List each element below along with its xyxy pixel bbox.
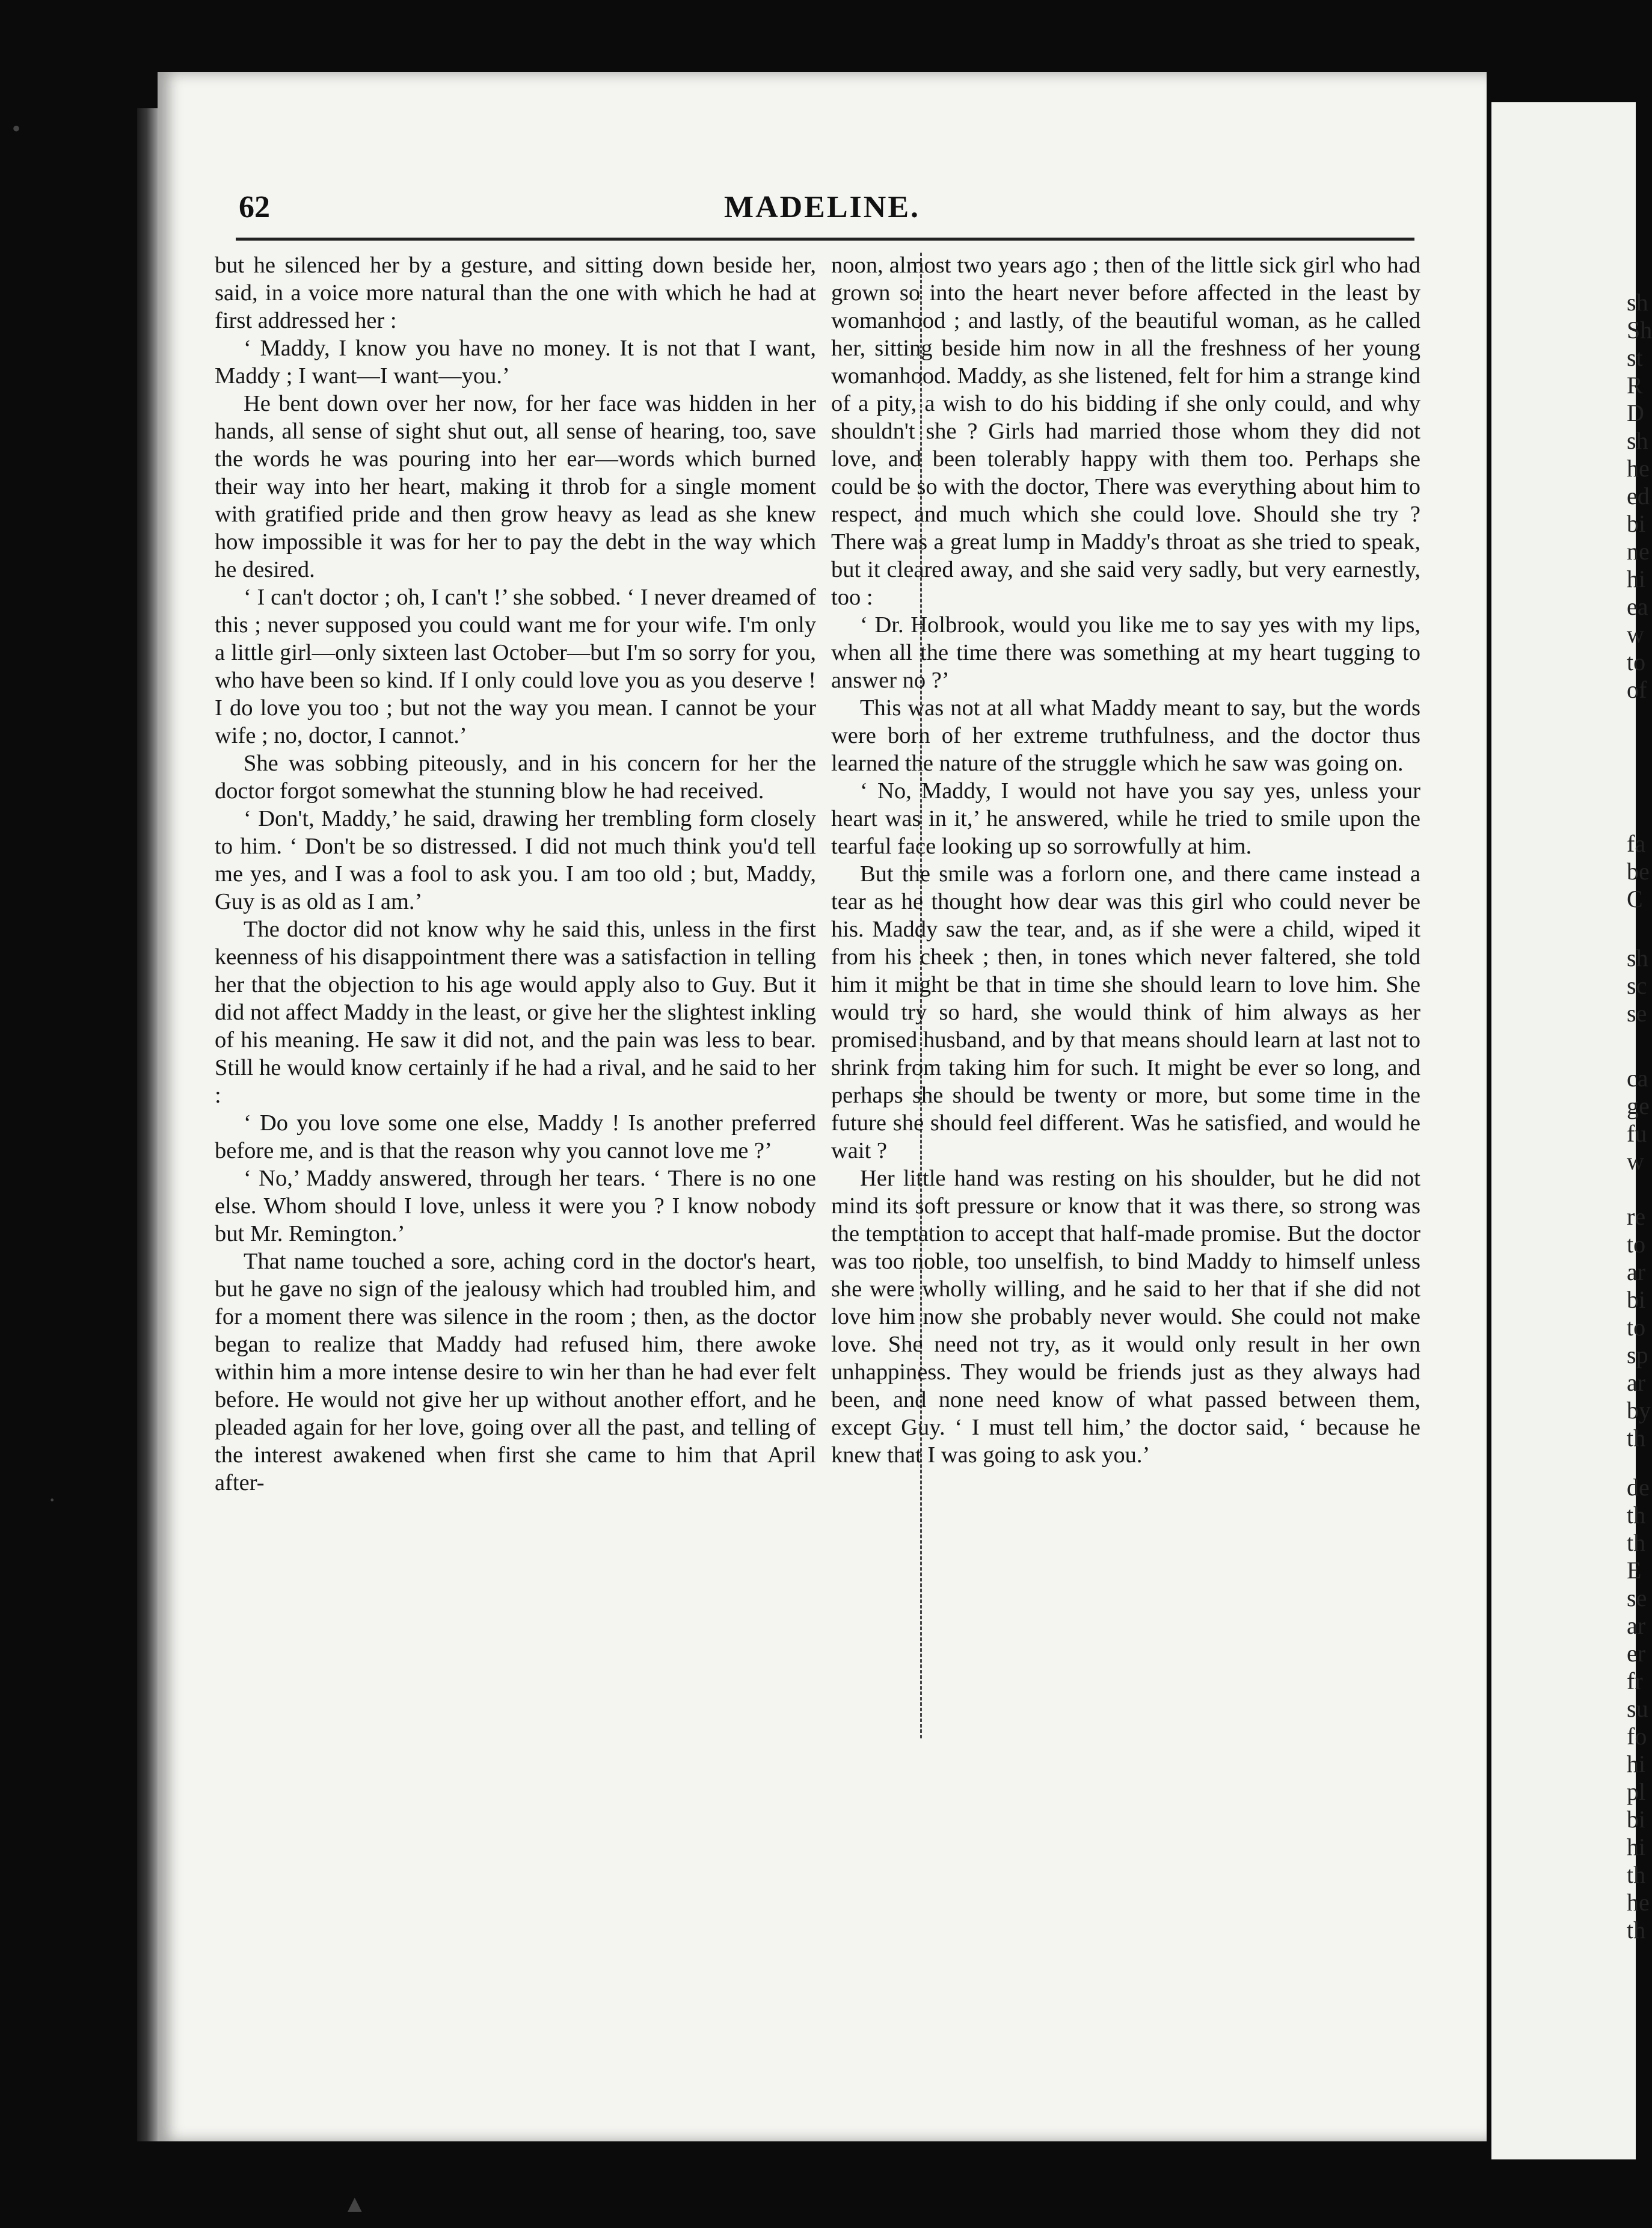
next-page-fragment: hi [1627, 565, 1646, 592]
next-page-fragment: ea [1627, 593, 1648, 620]
next-page-fragment: fa [1627, 830, 1646, 857]
next-page-fragment: fu [1627, 1120, 1647, 1147]
paragraph: but he silenced her by a gesture, and sitting down beside her, said, in a voice more natural than the one with which he had at first addressed her : [215, 253, 816, 333]
next-page-fragment: Sh [1627, 316, 1652, 343]
paragraph: noon, almost two years ago ; then of the little sick girl who had grown so into the heart never before affected in the least by womanhood ; and lastly, of the beautiful woman, as he called her, sitting beside him now in all the freshness of her young womanhood. Maddy, as she listened, felt for him a strange kind of a pity, a wish to do his bidding if she only could, and why shouldn't she ? Girls had married those whom they did not love, and been tolerably happy with them too. Perhaps she could be so with the doctor, There was everything about him to respect, and much which she could love. Should she try ? There was a great lump in Maddy's throat as she tried to speak, but it cleared away, and she said very sadly, but very earnestly, too : [831, 253, 1420, 610]
next-page-fragment: th [1627, 1501, 1646, 1528]
paragraph: ‘ I can't doctor ; oh, I can't !’ she sobbed. ‘ I never dreamed of this ; never supposed you could want me for your wife. I'm only a little girl—only sixteen last October—but I'm so sorry for you, who have been so kind. If I only could love you as you deserve ! I do love you too ; but not the way you mean. I cannot be your wife ; no, doctor, I cannot.’ [215, 585, 816, 748]
paragraph: ‘ No,’ Maddy answered, through her tears. ‘ There is no one else. Whom should I love, unless it were you ? I know nobody but Mr. Remington.’ [215, 1166, 816, 1246]
next-page-fragment: th [1627, 1916, 1646, 1943]
next-page-fragment: sh [1627, 289, 1648, 316]
next-page-fragment: by [1627, 1397, 1651, 1424]
next-page-fragment: fr [1627, 1667, 1643, 1694]
scan-speck: ▲ [343, 2190, 367, 2217]
next-page-fragment: de [1627, 1474, 1650, 1501]
paragraph: Her little hand was resting on his shoulder, but he did not mind its soft pressure or know that it was there, so strong was the temptation to accept that half-made promise. But the doctor was too noble, too unselfish, to bind Maddy to himself unless she were wholly willing, and he said to her that if she did not love him now she probably never would. She could not make love. She need not try, as it would only result in her own unhappiness. They would be friends just as they always had been, and none need know of what passed between them, except Guy. ‘ I must tell him,’ the doctor said, ‘ because he knew that I was going to ask you.’ [831, 1166, 1420, 1468]
next-page-fragment: fo [1627, 1723, 1647, 1750]
paragraph: This was not at all what Maddy meant to say, but the words were born of her extreme truthfulness, and the doctor thus learned the nature of the struggle which he saw was going on. [831, 695, 1420, 776]
next-page-fragment: D [1627, 399, 1644, 426]
paragraph: ‘ Dr. Holbrook, would you like me to say yes with my lips, when all the time there was something at my heart tugging to answer no ?’ [831, 612, 1420, 693]
next-page-fragment: ca [1627, 1065, 1648, 1092]
next-page-fragment: ne [1627, 538, 1650, 565]
paragraph: But the smile was a forlorn one, and there came instead a tear as he thought how dear was this girl who could never be his. Maddy saw the tear, and, as if she were a child, wiped it from his cheek ; then, in tones which never faltered, she told him it might be that in time she should learn to love him. She would try so hard, she would think of him always as her promised husband, and by that means should learn at last not to shrink from taking him for such. It might be ever so long, and perhaps she should be twenty or more, but some time in the future she should feel different. Was he satisfied, and would he wait ? [831, 861, 1420, 1163]
next-page-fragment: E [1627, 1557, 1642, 1584]
paragraph: ‘ No, Maddy, I would not have you say yes, unless your heart was in it,’ he answered, while he tried to smile upon the tearful face looking up so sorrowfully at him. [831, 778, 1420, 859]
paragraph: ‘ Do you love some one else, Maddy ! Is another preferred before me, and is that the reason why you cannot love me ?’ [215, 1110, 816, 1163]
paragraph: ‘ Don't, Maddy,’ he said, drawing her trembling form closely to him. ‘ Don't be so distressed. I did not much think you'd tell me yes, and I was a fool to ask you. I am too old ; but, Maddy, Guy is as old as I am.’ [215, 806, 816, 914]
next-page-fragment: to [1627, 1314, 1646, 1341]
next-page-fragment: R [1627, 372, 1643, 399]
next-page-fragment: sp [1627, 1341, 1648, 1368]
next-page-fragment: ge [1627, 1092, 1650, 1119]
book-page [158, 72, 1487, 2141]
paragraph: He bent down over her now, for her face was hidden in her hands, all sense of sight shut out, all sense of hearing, too, save the words he was pouring into her ear—words which burned their way into her heart, making it throb for a single moment with gratified pride and then grow heavy as lead as she knew how impossible it was for her to pay the debt in the way which he desired. [215, 391, 816, 582]
paragraph: She was sobbing piteously, and in his concern for her the doctor forgot somewhat the stunning blow he had received. [215, 751, 816, 804]
next-page-fragment: hi [1627, 1833, 1646, 1860]
paragraph: That name touched a sore, aching cord in the doctor's heart, but he gave no sign of the jealousy which had troubled him, and for a moment there was silence in the room ; then, as the doctor began to realize that Maddy had refused him, there awoke within him a more intense desire to win her than he had ever felt before. He would not give her up without another effort, and he pleaded again for her love, going over all the past, and telling of the interest awakened when first she came to him that April after- [215, 1249, 816, 1495]
paragraph: The doctor did not know why he said this, unless in the first keenness of his disappointment there was a satisfaction in telling her that the objection to his age would apply also to Guy. But it did not affect Maddy in the least, or give her the slightest inkling of his meaning. He saw it did not, and the pain was less to bear. Still he would know certainly if he had a rival, and he said to her : [215, 917, 816, 1108]
next-page-fragment: C [1627, 885, 1643, 912]
next-page-fragment: of [1627, 676, 1647, 703]
next-page-fragment: w [1627, 1148, 1644, 1175]
next-page-fragment: st [1627, 344, 1643, 371]
next-page-fragment: w [1627, 621, 1644, 648]
next-page-fragment: be [1627, 858, 1650, 885]
next-page-fragment: sh [1627, 427, 1648, 454]
next-page-fragment: th [1627, 1861, 1646, 1888]
scan-speck: • [12, 115, 21, 142]
next-page-fragment: th [1627, 1529, 1646, 1556]
running-title: MADELINE. [723, 190, 921, 224]
next-page-fragment: bi [1627, 1286, 1646, 1313]
paragraph: ‘ Maddy, I know you have no money. It is not that I want, Maddy ; I want—I want—you.’ [215, 336, 816, 389]
next-page-fragment: bi [1627, 1806, 1646, 1833]
next-page-fragment: to [1627, 1231, 1646, 1258]
next-page-fragment: sc [1627, 972, 1647, 999]
next-page-fragment: se [1627, 1584, 1647, 1611]
left-column [215, 251, 816, 1497]
next-page-fragment: bi [1627, 510, 1646, 537]
next-page-fragment: er [1627, 1640, 1646, 1667]
next-page-fragment: hi [1627, 1750, 1646, 1777]
next-page-fragment: sh [1627, 944, 1648, 971]
next-page-fragment: ar [1627, 1612, 1646, 1639]
next-page-fragment: to [1627, 648, 1646, 675]
next-page-fragment: th [1627, 1424, 1646, 1451]
scan-speck: · [48, 1486, 57, 1513]
next-page-fragment: he [1627, 455, 1650, 482]
next-page-edge [1491, 102, 1652, 2159]
next-page-fragment: se [1627, 1000, 1647, 1027]
next-page-fragment: re [1627, 1203, 1646, 1230]
next-page-fragment: ed [1627, 482, 1650, 509]
page-number: 62 [239, 190, 270, 224]
next-page-fragment: he [1627, 1889, 1650, 1916]
right-column [816, 251, 1420, 1469]
next-page-fragment: su [1627, 1695, 1648, 1722]
next-page-fragment: ar [1627, 1258, 1646, 1285]
header-rule [236, 238, 1414, 241]
next-page-fragment: ar [1627, 1369, 1646, 1396]
next-page-fragment: pl [1627, 1778, 1646, 1805]
